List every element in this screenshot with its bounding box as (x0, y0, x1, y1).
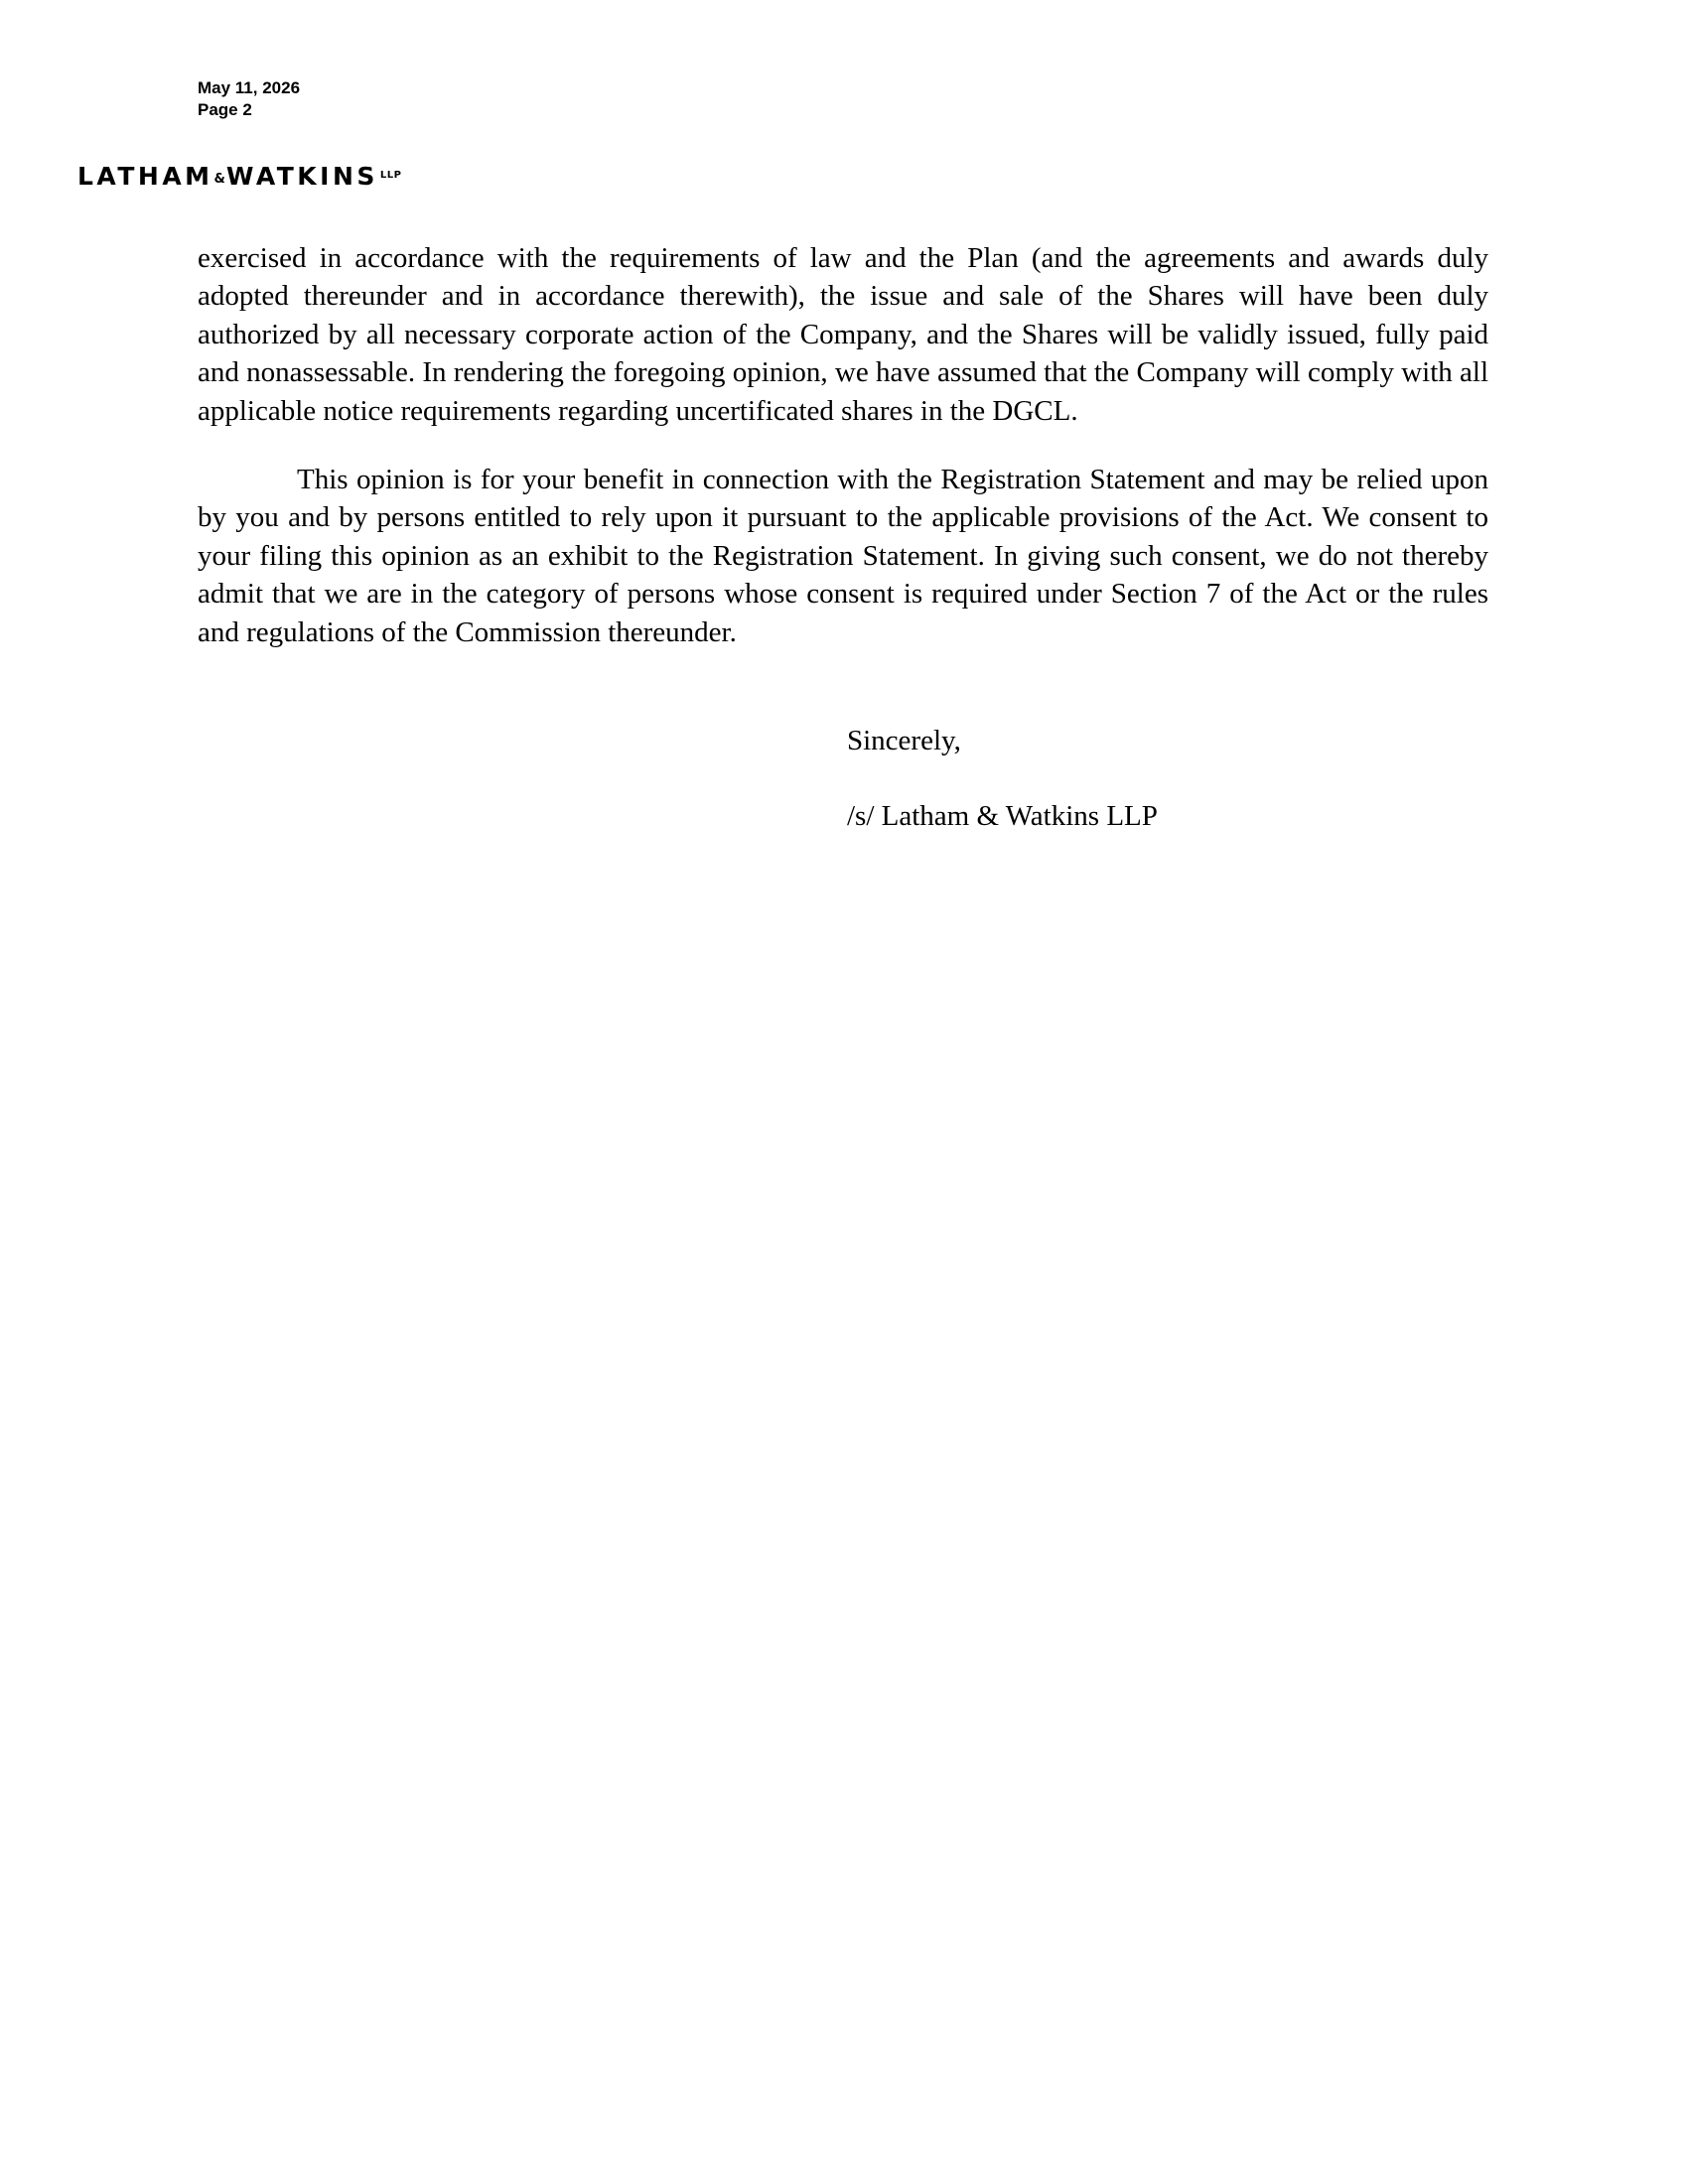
logo-ampersand: & (213, 172, 225, 187)
body-paragraph: This opinion is for your benefit in connection with the Registration Statement and may be relied upon by you and by persons entitled to rely upon it pursuant to the applicable provisions of the Act. We consent to your filing this opinion as an exhibit to the Registration Statement. In giving such consent, we do not thereby admit that we are in the category of persons whose consent is required under Section 7 of the Act or the rules and regulations of the Commission thereunder. (198, 464, 1488, 648)
page-header (198, 77, 300, 121)
closing-salutation: Sincerely, (847, 725, 961, 756)
logo-suffix: LLP (379, 170, 402, 181)
header-date: May 11, 2026 (198, 78, 301, 97)
letter-body (198, 239, 1488, 651)
body-paragraph: exercised in accordance with the requirements of law and the Plan (and the agreements and awards duly adopted thereunder and in accordance therewith), the issue and sale of the Shares will have been duly authorized by all necessary corporate action of the Company, and the Shares will be validly issued, fully paid and nonassessable. In rendering the foregoing opinion, we have assumed that the Company will comply with all applicable notice requirements regarding uncertificated shares in the DGCL. (198, 242, 1488, 427)
logo-name-left: LATHAM (77, 162, 213, 191)
logo-name-right: WATKINS (225, 162, 378, 191)
signature-line: /s/ Latham & Watkins LLP (847, 800, 1158, 832)
letter-closing (847, 722, 1158, 835)
header-page-number: Page 2 (198, 100, 252, 119)
firm-logo (77, 161, 401, 195)
